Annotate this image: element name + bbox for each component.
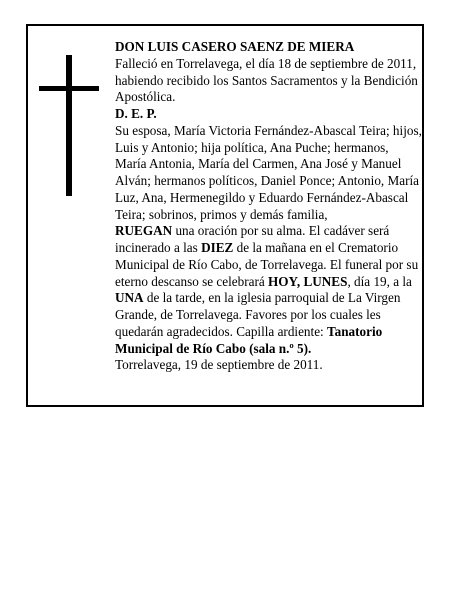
deceased-name: DON LUIS CASERO SAENZ DE MIERA — [115, 39, 355, 54]
service-text-1: una oración por su alma. El cadáver será incinerado a las — [115, 223, 390, 255]
funeral-time: UNA — [115, 290, 144, 306]
funeral-day: HOY, LUNES — [268, 273, 348, 289]
obituary-text — [115, 39, 423, 374]
service-text-4: de la tarde, en la iglesia parroquial de La Virgen Grande, de Torrelavega. Favores por los cuales les quedarán agradecidos. Capilla ardiente: — [115, 290, 401, 339]
service-text-3: , día 19, a la — [347, 273, 412, 289]
obituary-notice — [26, 24, 424, 407]
family-list: Su esposa, María Victoria Fernández-Abascal Teira; hijos, Luis y Antonio; hija política, Ana Puche; hermanos, María Antonia, María del Carmen, Ana José y Manuel Alván; hermanos políticos, Daniel Ponce; Antonio, María Luz, Ana, Hermenegildo y Eduardo Fernández-Abascal Teira; sobrinos, primos y demás familia, — [115, 122, 422, 222]
rip-line: D. E. P. — [115, 106, 157, 121]
cremation-time: DIEZ — [201, 240, 234, 255]
service-details — [115, 223, 423, 357]
death-notice: Falleció en Torrelavega, el día 18 de septiembre de 2011, habiendo recibido los Santos Sacramentos y la Bendición Apostólica. — [115, 55, 418, 105]
ruegan-word: RUEGAN — [115, 223, 173, 239]
chapel-location: Tanatorio Municipal de Río Cabo (sala n.º 5). — [115, 323, 383, 356]
cross-vertical-bar — [66, 55, 72, 196]
service-text-2: de la mañana en el Crematorio Municipal de Río Cabo, de Torrelavega. El funeral por su eterno descanso se celebrará — [115, 240, 419, 289]
cross-horizontal-bar — [39, 86, 99, 91]
place-date: Torrelavega, 19 de septiembre de 2011. — [115, 357, 323, 373]
